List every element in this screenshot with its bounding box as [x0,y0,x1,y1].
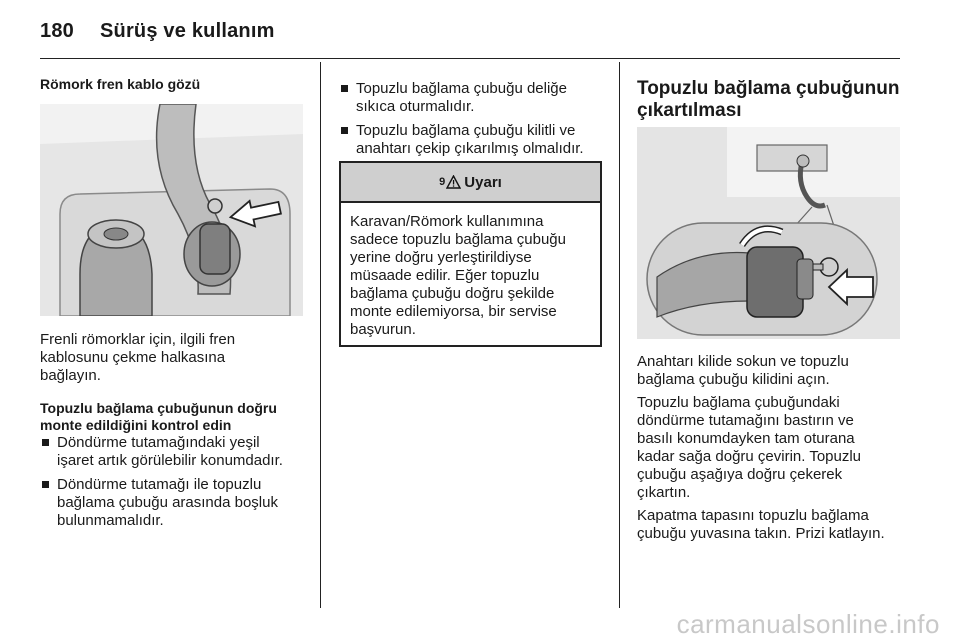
page-title: Sürüş ve kullanım [99,20,275,42]
text-line: bağlayın. [40,367,101,384]
brake-cable-instructions [40,331,310,385]
instruction-paragraph [637,353,912,389]
text-line: monte edildiğini kontrol edin [40,417,232,433]
text-line: çubuğu yuvasına takın. Prizi katlayın. [637,525,885,542]
bullet-marker [341,127,348,134]
text-line: basılı konumdayken tam oturana [637,430,855,447]
text-line: Karavan/Römork kullanımına [350,213,544,230]
warning-number: 9 [439,176,446,188]
list-item [40,476,315,530]
text-line: Döndürme tutamağı ile topuzlu [57,476,262,493]
instruction-paragraph [637,394,912,502]
text-line: Döndürme tutamağındaki yeşil [57,434,260,451]
bullet-marker [42,481,49,488]
text-line: sadece topuzlu bağlama çubuğu [350,231,566,248]
text-line: müsaade edilir. Eğer topuzlu [350,267,540,284]
hitch-removal-illustration [637,127,900,339]
text-line: başvurun. [350,321,416,338]
warning-body [341,203,600,347]
text-line: kablosunu çekme halkasına [40,349,226,366]
page-header [40,20,275,43]
text-line: bulunmamalıdır. [57,512,164,529]
text-line: bağlama çubuğu kilidini açın. [637,371,830,388]
text-line: Kapatma tapasını topuzlu bağlama [637,507,869,524]
list-item [339,122,609,158]
warning-title: Uyarı [464,173,502,191]
text-line: kadar sağa doğru çevirin. Topuzlu [637,448,862,465]
text-line: Topuzlu bağlama çubuğunun doğru [40,400,277,416]
text-line: bağlama çubuğu arasında boşluk [57,494,278,511]
instruction-paragraph [637,507,912,543]
bullet-marker [341,85,348,92]
check-mounting-subheading [40,400,315,434]
warning-header [341,163,600,203]
removal-instructions [637,353,912,543]
text-line: çıkartılması [637,100,742,121]
text-line: Anahtarı kilide sokun ve topuzlu [637,353,849,370]
list-item [339,80,609,116]
continued-bullet-list [339,80,609,164]
brake-cable-eye-illustration [40,104,303,316]
header-rule [40,58,900,59]
page-number: 180 [40,20,74,42]
brake-cable-heading: Römork fren kablo gözü [40,76,201,92]
text-line: anahtarı çekip çıkarılmış olmalıdır. [356,140,584,157]
text-line: döndürme tutamağını bastırın ve [637,412,854,429]
text-line: monte edilemiyorsa, bir servise [350,303,557,320]
text-line: bağlama çubuğu doğru şekilde [350,285,555,302]
warning-triangle-icon [446,175,461,189]
text-line: yerine doğru yerleştirildiyse [350,249,532,266]
column-divider-1 [320,62,321,608]
text-line: çıkartın. [637,484,691,501]
text-line: Topuzlu bağlama çubuğundaki [637,394,840,411]
text-line: Topuzlu bağlama çubuğu deliğe [356,80,567,97]
check-bullet-list [40,434,315,536]
list-item [40,434,315,470]
text-line: işaret artık görülebilir konumdadır. [57,452,283,469]
text-line: Topuzlu bağlama çubuğu kilitli ve [356,122,576,139]
column-divider-2 [619,62,620,608]
bullet-marker [42,439,49,446]
warning-box [339,161,602,347]
text-line: sıkıca oturmalıdır. [356,98,475,115]
removal-heading [637,78,907,122]
watermark: carmanualsonline.info [676,609,940,639]
text-line: çubuğu aşağıya doğru çekerek [637,466,843,483]
text-line: Topuzlu bağlama çubuğunun [637,78,900,99]
text-line: Frenli römorklar için, ilgili fren [40,331,236,348]
